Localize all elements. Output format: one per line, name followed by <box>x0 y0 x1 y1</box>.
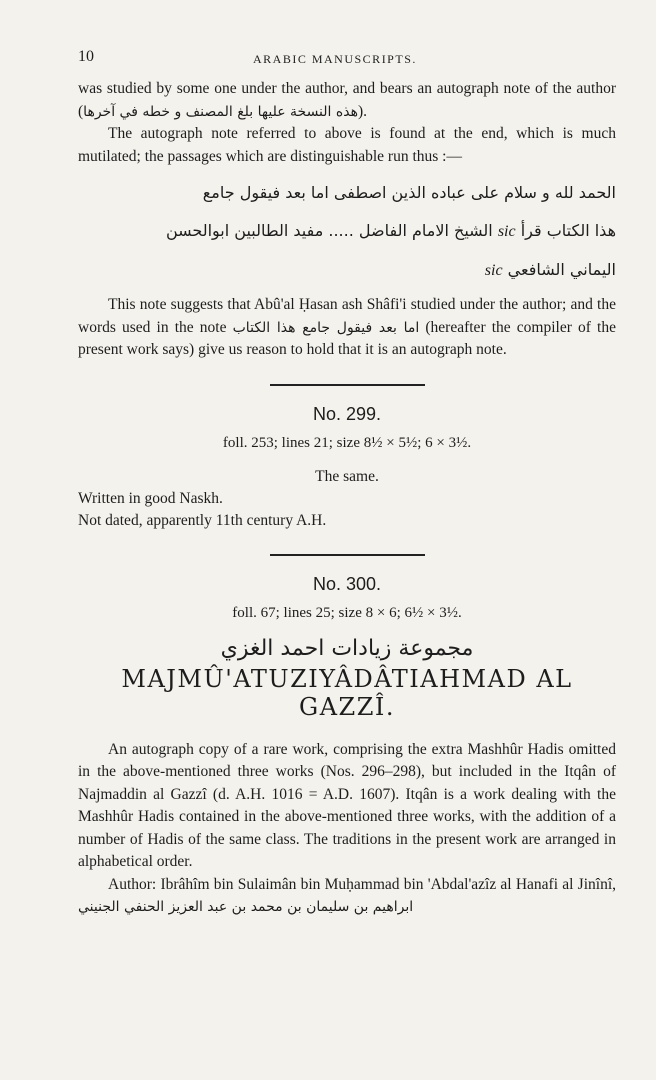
entry-arabic-title: مجموعة زيادات احمد الغزي <box>220 635 474 661</box>
entry-299-line-2: Written in good Naskh. <box>78 489 223 507</box>
entry-latin-title <box>78 665 616 721</box>
entry-300 <box>78 574 616 919</box>
commentary-paragraph <box>78 294 616 362</box>
section-divider <box>270 554 425 556</box>
entry-meta: foll. 67; lines 25; size 8 × 6; 6½ × 3½. <box>232 604 462 621</box>
section-divider <box>270 384 425 386</box>
arabic-quote-line-2-b: الشيخ الامام الفاضل ..... مفيد الطالبين ابوالحسن <box>165 221 493 240</box>
intro-text-start: was studied by some one under the author, and bears an autograph note of the author ( <box>78 80 616 120</box>
running-title: ARABIC MANUSCRIPTS. <box>253 52 417 66</box>
entry-299-line-3: Not dated, apparently 11th century A.H. <box>78 511 327 529</box>
latin-title-line-1: MAJMÛ'ATUZIYÂDÂTIAHMAD AL <box>121 664 573 693</box>
entry-number: No. 300. <box>312 573 382 594</box>
entry-author <box>78 874 616 919</box>
arabic-quote-line-3-a: اليماني الشافعي <box>507 260 616 279</box>
sic-mark: sic <box>497 223 516 240</box>
arabic-quote-line-3 <box>78 251 616 290</box>
entry-meta: foll. 253; lines 21; size 8½ × 5½; 6 × 3½. <box>222 434 472 451</box>
entry-299 <box>78 404 616 532</box>
intro-text-end: ). <box>357 102 368 120</box>
commentary-text-end: (hereafter the compiler of the present work says) give us reason to hold that it is an autograph note. <box>78 318 616 358</box>
author-arabic: ابراهيم بن سليمان بن محمد بن عبد العزيز الحنفي الجنيني <box>78 899 414 915</box>
arabic-quote-line-1: الحمد لله و سلام على عباده الذين اصطفى اما بعد فيقول جامع <box>202 183 616 202</box>
commentary-arabic-words: اما بعد فيقول جامع هذا الكتاب <box>232 319 420 336</box>
latin-title-line-2: GAZZÎ. <box>299 692 395 721</box>
arabic-quote-block <box>78 174 616 290</box>
arabic-quote-line-2-a: هذا الكتاب قرأ <box>520 221 616 240</box>
intro-arabic-note: هذه النسخة عليها بلغ المصنف و خطه في آخرها <box>83 103 358 120</box>
running-head <box>78 48 616 78</box>
author-text: Author: Ibrâhîm bin Sulaimân bin Muḥammad bin 'Abdal'azîz al Hanafi al Jinînî, <box>108 875 616 893</box>
intro-paragraph <box>78 78 616 123</box>
entry-number: No. 299. <box>312 403 382 424</box>
sic-mark: sic <box>484 262 503 279</box>
entry-description: An autograph copy of a rare work, comprising the extra Mashhûr Hadis omitted in the above-mentioned three works (Nos. 296–298), but included in the Itqân of Najmaddin al Gazzî (d. A.H. 1016 = A.D. 1607). Itqân is a work dealing with the Mashhûr Hadis contained in the above-mentioned three works, with the addition of a number of Hadis of the same class. The traditions in the present work are arranged in alphabetical order. <box>78 740 616 870</box>
autograph-paragraph: The autograph note referred to above is found at the end, which is much mutilated; the passages which are distinguishable run thus :— <box>78 125 616 165</box>
commentary-text-start: This note suggests that Abû'al Ḥasan ash Shâfi'i studied under the author; and the words used in the note <box>78 296 616 336</box>
arabic-quote-line-2 <box>78 212 616 251</box>
entry-299-line-1: The same. <box>315 467 379 485</box>
page-number: 10 <box>78 48 94 65</box>
